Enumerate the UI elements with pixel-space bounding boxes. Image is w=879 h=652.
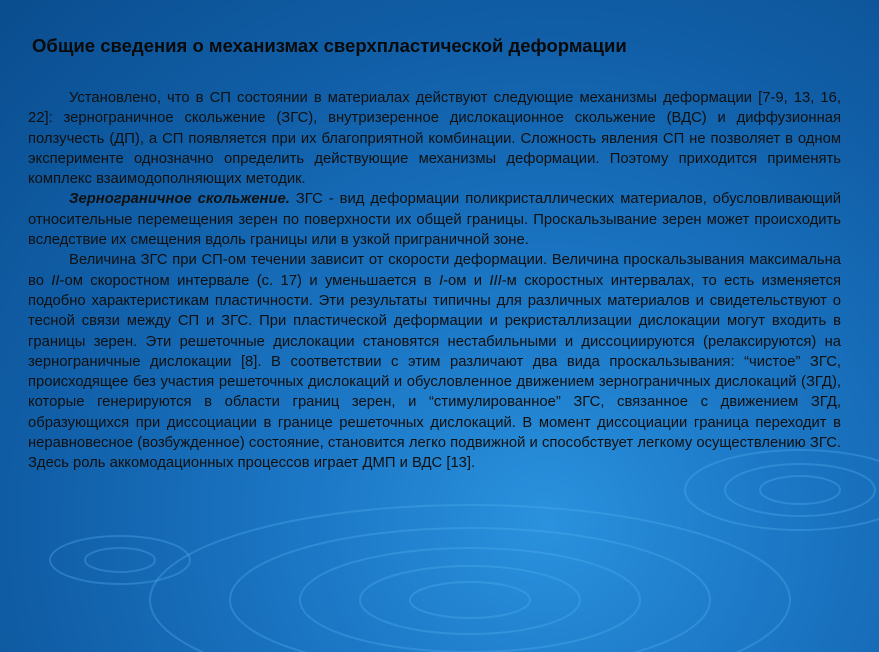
slide-title: Общие сведения о механизмах сверхпластической деформации: [32, 35, 627, 56]
roman-numeral: II: [51, 272, 60, 289]
roman-numeral: I: [438, 272, 444, 289]
text-segment: -м скоростных интервалах, то есть изменяется подобно характеристикам пластичности. Эти результаты типичны для различных материалов и свидетельствуют о тесной связи между СП и ЗГС. При пластической деформации и рекристаллизации дислокации могут входить в границы зерен. Эти решеточные дислокации становятся нестабильными и диссоциируются (релаксируются) на зернограничные дислокации [8]. В соответствии с этим различают два вида проскальзывания: “чистое” ЗГС, происходящее без участия решеточных дислокаций и обусловленное движением зернограничных дислокаций (ЗГД), которые генерируются в области границ зерен, и “стимулированное” ЗГС, связанное с движением ЗГД, образующихся при диссоциации в границе решеточных дислокаций. В момент диссоциации граница переходит в неравновесное (возбужденное) состояние, становится легко подвижной и способствует легкому осуществлению ЗГС. Здесь роль аккомодационных процессов играет ДМП и ВДС [13].: [28, 272, 841, 472]
text-segment: Величина ЗГС при СП-ом течении зависит от скорости деформации. Величина проскальзывания максимальна во: [28, 252, 841, 289]
term-grain-boundary-sliding: Зернограничное скольжение.: [69, 191, 290, 208]
paragraph-intro: Установлено, что в СП состоянии в материалах действуют следующие механизмы деформации [7-9, 13, 16, 22]: зернограничное скольжение (ЗГС), внутризеренное дислокационное скольжение (ВДС) и диффузионная ползучесть (ДП), а СП появляется при их благоприятной комбинации. Сложность явления СП не позволяет в одном эксперименте однозначно определить действующие механизмы деформации. Поэтому приходится применять комплекс взаимодополняющих методик.: [28, 90, 841, 188]
text-segment: -ом скоростном интервале (с. 17) и уменьшается в: [59, 272, 439, 289]
paragraph-strain-rate: [28, 250, 841, 473]
roman-numeral: III: [489, 272, 502, 289]
paragraph-grain-boundary-sliding: [28, 189, 841, 250]
paragraph-grain-boundary-text: ЗГС - вид деформации поликристаллических материалов, обусловливающий относительные перемещения зерен по поверхности их общей границы. Проскальзывание зерен может происходить вследствие их смещения вдоль границы или в узкой приграничной зоне.: [28, 191, 841, 249]
slide-body: [28, 88, 841, 474]
text-segment: -ом и: [443, 272, 490, 289]
